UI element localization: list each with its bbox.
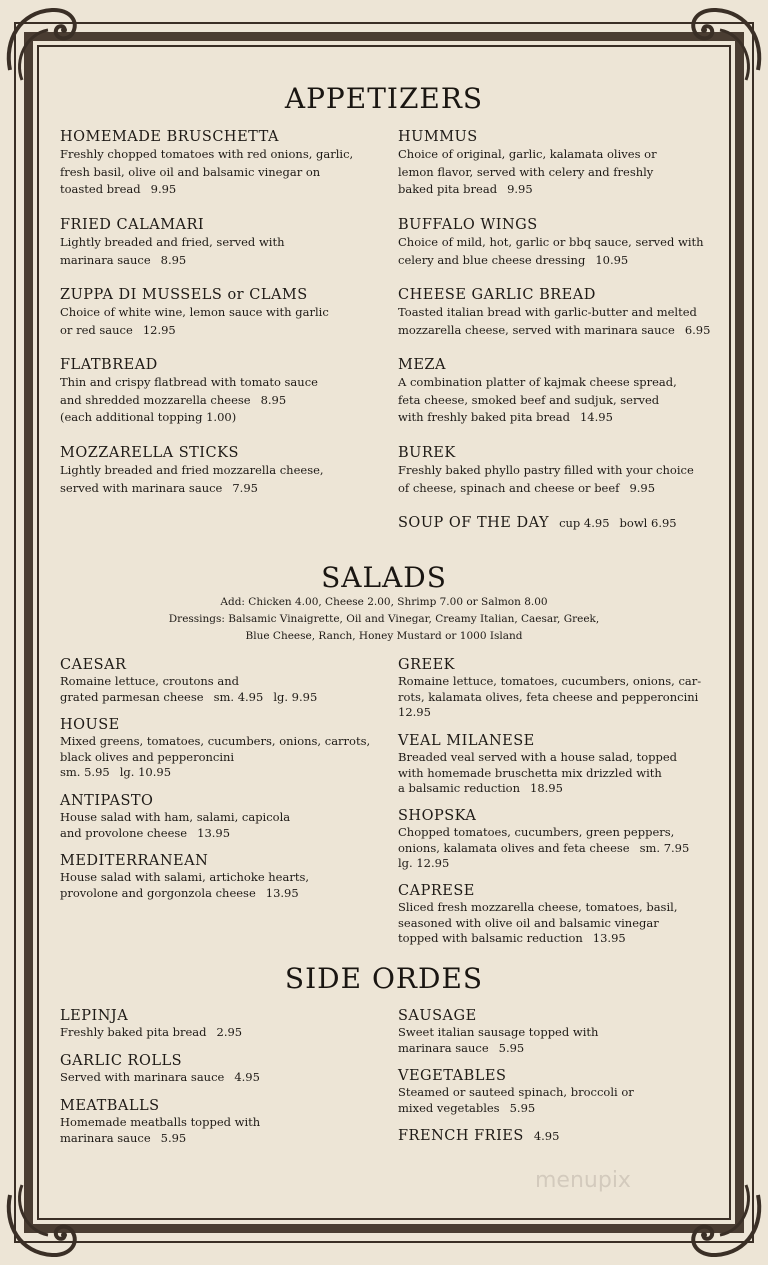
item-description: Sweet italian sausage topped with marinara sauce 5.95	[398, 1025, 599, 1055]
item-name: SHOPSKA	[398, 808, 477, 824]
item-price-cup: cup 4.95	[559, 516, 610, 530]
section-title-salads: SALADS	[321, 561, 447, 594]
item-name: ANTIPASTO	[60, 793, 154, 809]
section-title-side-orders: SIDE ORDES	[284, 962, 484, 995]
item-description: Breaded veal served with a house salad, topped with homemade bruschetta mix drizzled with a balsamic reduction 18.95	[398, 750, 678, 795]
item-name: MEDITERRANEAN	[60, 853, 209, 869]
item-name: HOUSE	[60, 717, 120, 733]
item-price-small: sm. 4.95	[213, 689, 264, 704]
item-description: Thin and crispy flatbread with tomato sauce and shredded mozzarella cheese 8.95 (each additional topping 1.00)	[60, 374, 380, 427]
menu-item	[398, 1127, 728, 1145]
item-name: SAUSAGE	[398, 1008, 477, 1024]
item-name: CHEESE GARLIC BREAD	[398, 287, 596, 303]
menu-item	[60, 852, 380, 901]
corner-flourish-icon	[676, 1173, 768, 1265]
item-description: Lightly breaded and fried, served with marinara sauce 8.95	[60, 235, 285, 267]
menu-item	[398, 128, 728, 199]
menu-item	[398, 1067, 728, 1116]
menu-item	[398, 286, 728, 339]
item-name: VEAL MILANESE	[398, 733, 535, 749]
item-name: HOMEMADE BRUSCHETTA	[60, 129, 279, 145]
item-price: 13.95	[592, 931, 626, 945]
item-name: ZUPPA DI MUSSELS or CLAMS	[60, 287, 308, 303]
item-description: Freshly baked pita bread 2.95	[60, 1025, 243, 1039]
item-price-large: lg. 9.95	[273, 689, 318, 704]
item-price-large: lg. 12.95	[398, 856, 450, 870]
corner-flourish-icon	[0, 1173, 92, 1265]
item-description: A combination platter of kajmak cheese spread, feta cheese, smoked beef and sudjuk, served with freshly baked pita bread 14.95	[398, 375, 677, 424]
item-description: Toasted italian bread with garlic-butter and melted mozzarella cheese, served with marinara sauce 6.95	[398, 305, 711, 337]
salads-add-ons-note: Add: Chicken 4.00, Cheese 2.00, Shrimp 7.00 or Salmon 8.00 Dressings: Balsamic Vinaigrette, Oil and Vinegar, Creamy Italian, Caesar, Greek, Blue Cheese, Ranch, Honey Mustard or 1000 Island	[168, 596, 600, 642]
item-price-small: sm. 5.95	[60, 765, 110, 779]
item-name: HUMMUS	[398, 129, 478, 145]
menu-item	[60, 216, 380, 269]
item-price: 8.95	[260, 392, 287, 407]
item-description: Sliced fresh mozzarella cheese, tomatoes, basil, seasoned with olive oil and balsamic vinegar topped with balsamic reduction 13.95	[398, 900, 678, 945]
item-price: 4.95	[234, 1070, 260, 1084]
item-price: 6.95	[684, 322, 711, 337]
item-name: MEZA	[398, 357, 446, 373]
item-price: 9.95	[507, 182, 533, 196]
item-name: MOZZARELLA STICKS	[60, 445, 239, 461]
item-description: Freshly baked phyllo pastry filled with your choice of cheese, spinach and cheese or beef 9.95	[398, 463, 694, 495]
menu-item	[398, 356, 728, 427]
item-price-bowl: bowl 6.95	[619, 516, 677, 530]
item-name: FRIED CALAMARI	[60, 217, 205, 233]
menu-item	[60, 356, 380, 427]
item-price: 18.95	[530, 781, 563, 795]
item-price: 5.95	[498, 1040, 525, 1055]
menu-item	[398, 882, 728, 947]
item-price: 10.95	[595, 252, 629, 267]
item-name: FLATBREAD	[60, 357, 158, 373]
item-price: 12.95	[142, 322, 176, 337]
item-name: GREEK	[398, 657, 456, 673]
item-price: 12.95	[398, 705, 431, 719]
item-price: 8.95	[160, 252, 187, 267]
item-description: Lightly breaded and fried mozzarella cheese, served with marinara sauce 7.95	[60, 463, 324, 495]
item-description: Served with marinara sauce 4.95	[60, 1070, 260, 1084]
menu-item	[398, 444, 728, 497]
item-name: GARLIC ROLLS	[60, 1053, 183, 1069]
item-name: LEPINJA	[60, 1008, 129, 1024]
item-description: Romaine lettuce, tomatoes, cucumbers, onions, car- rots, kalamata olives, feta cheese and pepperoncini 12.95	[398, 674, 728, 721]
menu-item	[60, 286, 380, 339]
menu-item	[398, 216, 728, 269]
watermark-text: menupix	[535, 1168, 631, 1193]
item-description: Mixed greens, tomatoes, cucumbers, onions, carrots, black olives and pepperoncini sm. 5.95 lg. 10.95	[60, 734, 371, 779]
menu-item	[60, 1097, 380, 1146]
item-description: Steamed or sauteed spinach, broccoli or mixed vegetables 5.95	[398, 1085, 634, 1115]
item-description: Choice of original, garlic, kalamata olives or lemon flavor, served with celery and freshly baked pita bread 9.95	[398, 147, 657, 196]
menu-item	[398, 1007, 728, 1056]
item-price: 9.95	[629, 480, 656, 495]
item-name: MEATBALLS	[60, 1098, 160, 1114]
item-description: Chopped tomatoes, cucumbers, green peppers, onions, kalamata olives and feta cheese sm. 7.95 lg. 12.95	[398, 825, 728, 872]
item-description: House salad with salami, artichoke hearts, provolone and gorgonzola cheese 13.95	[60, 870, 310, 900]
item-price: 4.95	[533, 1129, 560, 1143]
item-name: BUFFALO WINGS	[398, 217, 538, 233]
menu-item	[60, 128, 380, 199]
corner-flourish-icon	[0, 0, 92, 92]
item-price: 13.95	[265, 885, 299, 900]
item-price-small: sm. 7.95	[639, 840, 690, 855]
item-name: SOUP OF THE DAY	[398, 515, 550, 531]
menu-item	[60, 444, 380, 497]
item-description: Homemade meatballs topped with marinara sauce 5.95	[60, 1115, 261, 1145]
item-name: FRENCH FRIES	[398, 1128, 524, 1144]
item-description: Choice of white wine, lemon sauce with garlic or red sauce 12.95	[60, 305, 329, 337]
item-name: BUREK	[398, 445, 456, 461]
item-description: Romaine lettuce, croutons and grated parmesan cheese sm. 4.95 lg. 9.95	[60, 674, 318, 704]
item-name: VEGETABLES	[398, 1068, 507, 1084]
menu-item	[60, 1007, 380, 1041]
menu-item	[398, 656, 728, 721]
item-price: 7.95	[232, 480, 258, 495]
menu-item	[60, 656, 380, 705]
menu-item	[60, 792, 380, 841]
item-price: 14.95	[579, 410, 613, 424]
item-extra-note: (each additional topping 1.00)	[60, 410, 237, 424]
corner-flourish-icon	[676, 0, 768, 92]
menu-item-soup	[398, 514, 728, 532]
item-price-large: lg. 10.95	[119, 765, 172, 779]
section-title-appetizers: APPETIZERS	[284, 82, 484, 115]
menu-item	[398, 732, 728, 797]
item-price: 5.95	[509, 1100, 536, 1115]
menu-item	[398, 807, 728, 872]
item-price: 13.95	[197, 825, 231, 840]
item-price: 9.95	[150, 182, 177, 196]
item-name: CAPRESE	[398, 883, 475, 899]
item-description: Freshly chopped tomatoes with red onions, garlic, fresh basil, olive oil and balsamic vinegar on toasted bread 9.95	[60, 147, 354, 196]
item-description: Choice of mild, hot, garlic or bbq sauce, served with celery and blue cheese dressing 10.95	[398, 235, 704, 267]
item-price: 5.95	[160, 1130, 187, 1145]
item-description: House salad with ham, salami, capicola and provolone cheese 13.95	[60, 810, 291, 840]
item-price: 2.95	[216, 1025, 243, 1039]
menu-item	[60, 716, 380, 781]
item-name: CAESAR	[60, 657, 127, 673]
menu-item	[60, 1052, 380, 1086]
